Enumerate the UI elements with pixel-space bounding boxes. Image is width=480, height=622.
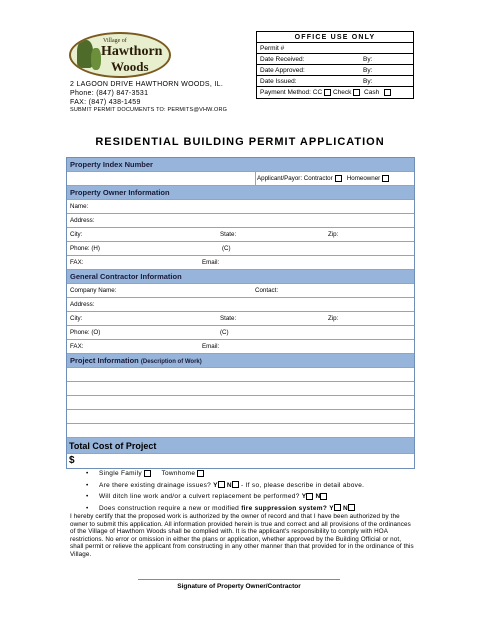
state-label: State: — [220, 231, 237, 238]
contractor-header-label: General Contractor Information — [70, 272, 182, 281]
total-cost-header: Total Cost of Project — [67, 438, 414, 454]
logo-line1: Village of — [103, 38, 127, 44]
fire-no-checkbox[interactable] — [348, 504, 355, 511]
by-label: By: — [363, 78, 373, 85]
permit-number-row[interactable] — [257, 43, 413, 54]
owner-header — [67, 186, 414, 200]
total-cost-field[interactable] — [67, 454, 414, 468]
single-family-label: Single Family — [99, 470, 142, 477]
company-row[interactable] — [67, 284, 414, 298]
culvert-yes-checkbox[interactable] — [306, 493, 313, 500]
yes-label: Y — [301, 493, 307, 500]
village-logo — [69, 32, 171, 78]
pin-header-label: Property Index Number — [70, 160, 153, 169]
project-line[interactable] — [67, 368, 414, 382]
drainage-yes-checkbox[interactable] — [218, 481, 225, 488]
drainage-no-checkbox[interactable] — [232, 481, 239, 488]
office-use-box — [256, 31, 414, 99]
permit-form — [66, 157, 415, 469]
yes-label: Y — [329, 504, 334, 512]
applicant-row[interactable] — [67, 172, 414, 186]
signature-label: Signature of Property Owner/Contractor — [177, 583, 301, 590]
contractor-fax-row[interactable] — [67, 340, 414, 354]
contractor-phone-row[interactable] — [67, 326, 414, 340]
no-label: N — [343, 504, 348, 512]
tree-icon — [91, 48, 101, 70]
email-label: Email: — [202, 343, 220, 350]
owner-phone-row[interactable] — [67, 242, 414, 256]
email-label: Email: — [202, 259, 220, 266]
drainage-question: Are there existing drainage issues? — [99, 481, 212, 489]
cash-checkbox[interactable] — [384, 89, 391, 96]
certification-text: I hereby certify that the proposed work is authorized by the owner of record and that I have been authorized by the owner to submit this application. All information provided herein is true and correct and all provisions of the ordinances of the Village of Hawthorn Woods shall be complied with. It is the applicant's responsibility to comply with HOA restrictions. No error or omission in either the plans or application, whether approved by the Building Official or not, shall permit or relieve the applicant from constructing in any other manner than that provided for in the ordinance of this Village. — [70, 513, 414, 558]
phone-office-label: Phone: (O) — [70, 329, 101, 336]
homeowner-checkbox[interactable] — [382, 175, 389, 182]
single-family-checkbox[interactable] — [144, 470, 151, 477]
zip-label: Zip: — [328, 231, 339, 238]
project-header — [67, 354, 414, 368]
owner-fax-row[interactable] — [67, 256, 414, 270]
owner-address-field[interactable] — [67, 214, 414, 228]
date-approved-row[interactable] — [257, 65, 413, 76]
state-label: State: — [220, 315, 237, 322]
cash-label: Cash — [364, 89, 380, 96]
check-label: Check — [332, 89, 352, 96]
project-line[interactable] — [67, 424, 414, 438]
drainage-note: - If so, please describe in detail above. — [241, 481, 365, 489]
submit-instructions: SUBMIT PERMIT DOCUMENTS TO: PERMITS@VHW.ORG — [70, 107, 228, 113]
fire-question-bold: fire suppression system? — [241, 504, 328, 512]
by-label: By: — [363, 56, 373, 63]
village-address: 2 LAGOON DRIVE HAWTHORN WOODS, IL. — [70, 81, 224, 88]
fax-label: FAX: — [70, 343, 84, 350]
date-issued-label: Date Issued: — [260, 78, 297, 85]
fax-label: FAX: — [70, 259, 84, 266]
phone-cell-label: (C) — [222, 245, 231, 252]
village-fax: FAX: (847) 438-1459 — [70, 99, 141, 106]
list-item — [86, 480, 364, 492]
contractor-address-field[interactable] — [67, 298, 414, 312]
payment-method-label: Payment Method: CC — [260, 89, 323, 96]
date-received-label: Date Received: — [260, 56, 305, 63]
page-title: RESIDENTIAL BUILDING PERMIT APPLICATION — [95, 136, 385, 148]
address-label: Address: — [70, 301, 95, 308]
contractor-city-row[interactable] — [67, 312, 414, 326]
signature-line[interactable] — [138, 579, 340, 580]
townhome-checkbox[interactable] — [197, 470, 204, 477]
questions-list — [86, 468, 364, 514]
logo-line3: Woods — [111, 59, 149, 74]
contact-label: Contact: — [255, 287, 279, 294]
city-label: City: — [70, 231, 83, 238]
zip-label: Zip: — [328, 315, 339, 322]
name-label: Name: — [70, 203, 89, 210]
project-line[interactable] — [67, 396, 414, 410]
owner-city-row[interactable] — [67, 228, 414, 242]
city-label: City: — [70, 315, 83, 322]
townhome-label: Townhome — [161, 470, 196, 477]
list-item — [86, 468, 364, 480]
contractor-checkbox[interactable] — [335, 175, 342, 182]
no-label: N — [226, 481, 232, 489]
date-approved-label: Date Approved: — [260, 67, 305, 74]
owner-name-field[interactable] — [67, 200, 414, 214]
office-use-header: OFFICE USE ONLY — [257, 32, 413, 43]
no-label: N — [315, 493, 321, 500]
phone-cell-label: (C) — [220, 329, 229, 336]
project-line[interactable] — [67, 382, 414, 396]
phone-home-label: Phone: (H) — [70, 245, 100, 252]
address-label: Address: — [70, 217, 95, 224]
culvert-no-checkbox[interactable] — [320, 493, 327, 500]
yes-label: Y — [213, 481, 218, 489]
company-label: Company Name: — [70, 287, 117, 294]
by-field[interactable] — [372, 57, 406, 65]
culvert-question: Will ditch line work and/or a culvert replacement be performed? — [99, 493, 300, 500]
dollar-sign: $ — [69, 455, 75, 466]
list-item — [86, 491, 364, 503]
by-field[interactable] — [372, 79, 406, 87]
owner-header-label: Property Owner Information — [70, 188, 170, 197]
date-received-row[interactable] — [257, 54, 413, 65]
date-issued-row[interactable] — [257, 76, 413, 87]
by-field[interactable] — [372, 68, 406, 76]
applicant-label: Applicant/Payor: Contractor — [257, 175, 333, 182]
project-line[interactable] — [67, 410, 414, 424]
check-checkbox[interactable] — [353, 89, 360, 96]
village-phone: Phone: (847) 847-3531 — [70, 90, 149, 97]
cc-checkbox[interactable] — [324, 89, 331, 96]
project-header-label: Project Information — [70, 356, 139, 365]
fire-yes-checkbox[interactable] — [334, 504, 341, 511]
pin-header — [67, 158, 414, 172]
fire-question: Does construction require a new or modified — [99, 504, 240, 512]
permit-number-label: Permit # — [260, 45, 285, 52]
homeowner-label: Homeowner — [346, 175, 381, 182]
logo-line2: Hawthorn — [101, 44, 163, 59]
payment-method-row — [257, 87, 413, 98]
project-subheader: (Description of Work) — [140, 359, 202, 365]
contractor-header — [67, 270, 414, 284]
by-label: By: — [363, 67, 373, 74]
